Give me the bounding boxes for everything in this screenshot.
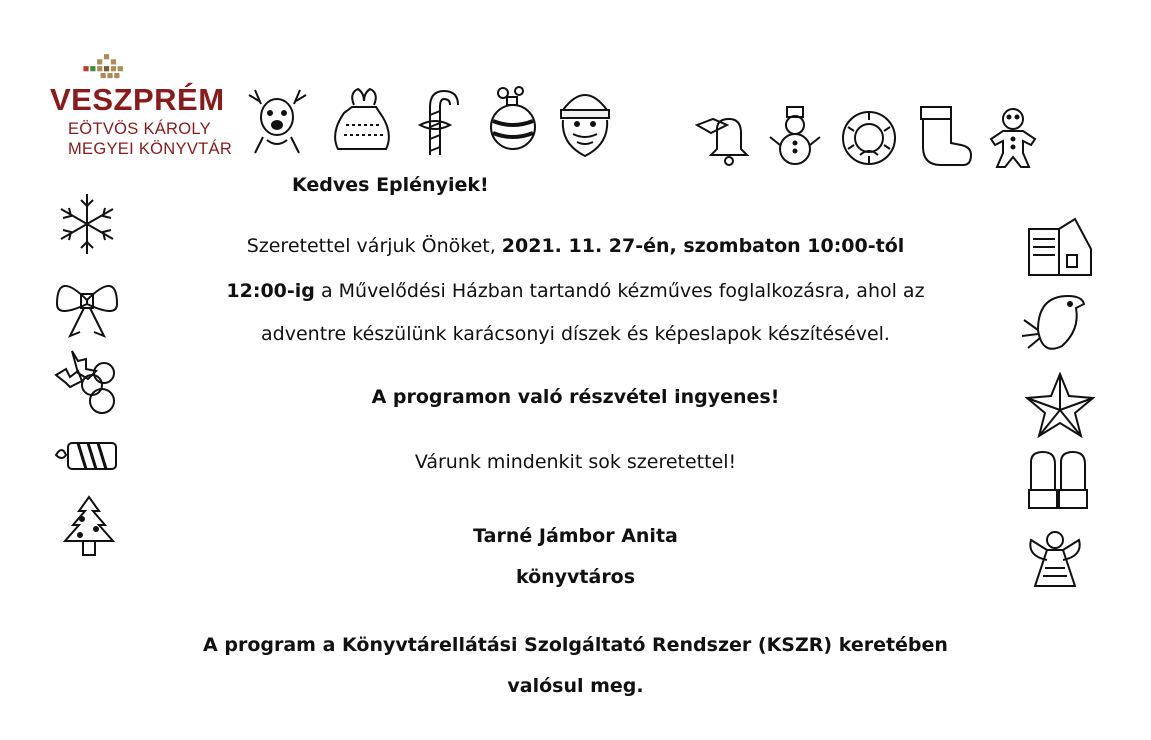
footer-line-2: valósul meg.	[507, 675, 644, 697]
free-notice: A programon való részvétel ingyenes!	[371, 386, 780, 408]
event-date-time: 2021. 11. 27-én, szombaton 10:00-tól	[501, 235, 905, 257]
logo-title: VESZPRÉM	[50, 82, 225, 117]
paragraph-line-2	[0, 280, 1151, 302]
paragraph-line-1-text: Szeretettel várjuk Önöket,	[246, 235, 502, 257]
signature-role: könyvtáros	[515, 566, 636, 588]
paragraph-line-2-text: a Művelődési Házban tartandó kézműves foglalkozásra, ahol az	[314, 280, 925, 302]
gift-sack-icon	[332, 85, 397, 155]
library-logo	[50, 52, 250, 162]
logo-line-1: EÖTVÖS KÁROLY	[68, 120, 211, 138]
paragraph-line-3: adventre készülünk karácsonyi díszek és képeslapok készítésével.	[261, 323, 890, 345]
ornament-ball-icon	[483, 85, 543, 155]
reindeer-icon	[245, 85, 310, 155]
bell-icon	[695, 105, 760, 170]
footer-line-1: A program a Könyvtárellátási Szolgáltató Rendszer (KSZR) keretében	[203, 634, 948, 656]
holly-icon	[52, 345, 122, 420]
logo-line-2: MEGYEI KÖNYVTÁR	[68, 140, 233, 158]
santa-icon	[555, 80, 615, 160]
signature-name: Tarné Jámbor Anita	[473, 525, 678, 547]
gingerbread-icon	[988, 105, 1038, 170]
paragraph-line-1	[0, 235, 1151, 257]
logo-squares-icon	[68, 52, 128, 82]
welcome-text: Várunk mindenkit sok szeretettel!	[414, 451, 737, 473]
snowman-icon	[767, 105, 827, 170]
greeting: Kedves Eplényiek!	[292, 174, 489, 196]
wreath-icon	[838, 107, 900, 169]
candy-cane-icon	[410, 85, 465, 157]
stocking-icon	[913, 105, 973, 170]
event-end-time: 12:00-ig	[226, 280, 315, 302]
